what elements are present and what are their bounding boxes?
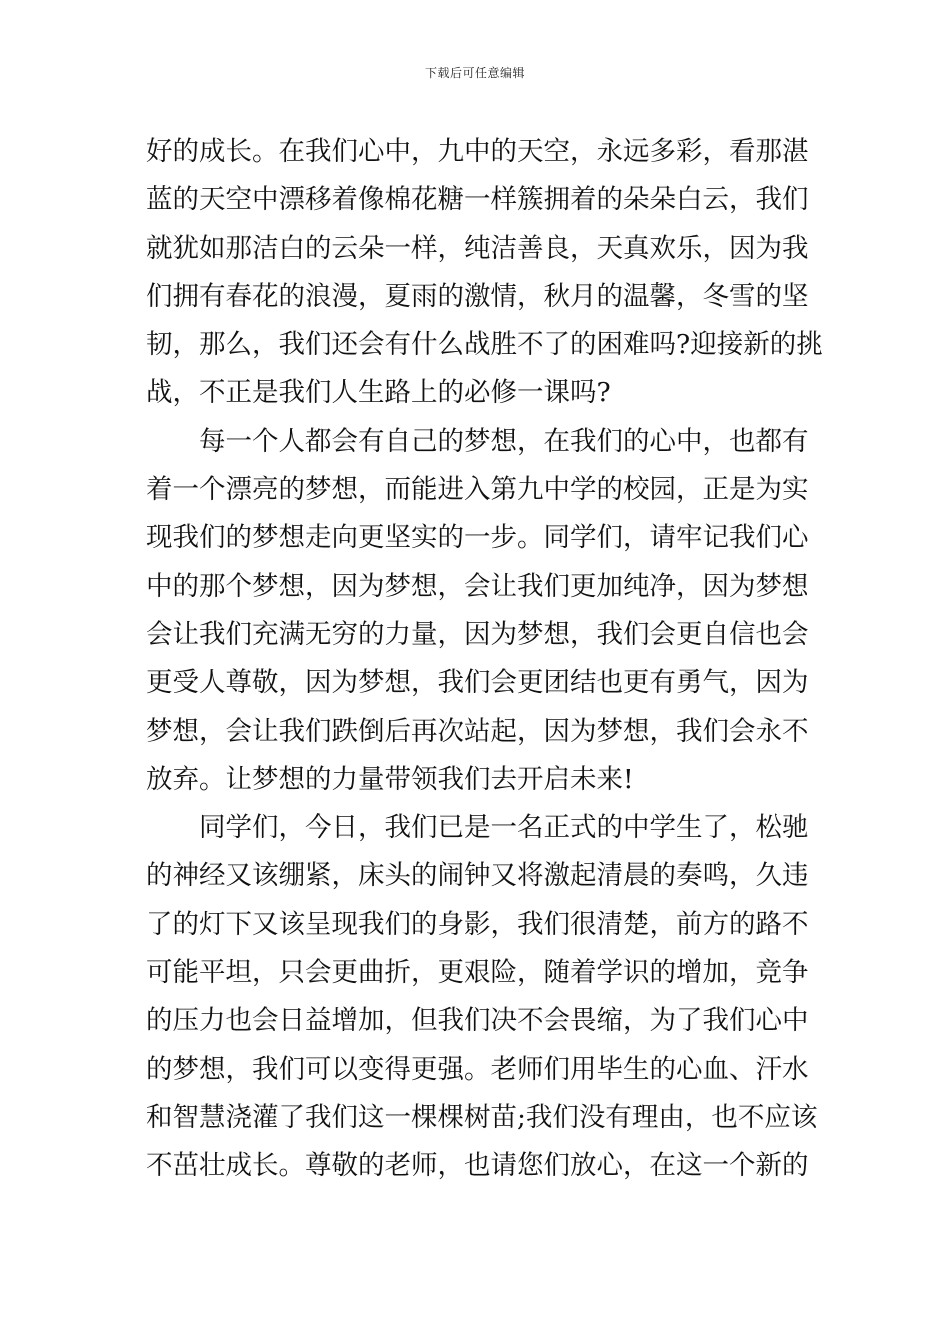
text-line: 的神经又该绷紧，床头的闹钟又将激起清晨的奏鸣，久违 [146, 860, 809, 892]
text-line: 们拥有春花的浪漫，夏雨的激情，秋月的温馨，冬雪的坚 [146, 280, 809, 312]
text-line: 可能平坦，只会更曲折，更艰险，随着学识的增加，竞争 [146, 957, 809, 989]
text-line: 就犹如那洁白的云朵一样，纯洁善良，天真欢乐，因为我 [146, 232, 809, 264]
text-line: 中的那个梦想，因为梦想，会让我们更加纯净，因为梦想 [146, 570, 809, 602]
text-line: 不茁壮成长。尊敬的老师，也请您们放心，在这一个新的 [146, 1150, 809, 1182]
text-line: 好的成长。在我们心中，九中的天空，永远多彩，看那湛 [146, 136, 809, 167]
text-line: 更受人尊敬，因为梦想，我们会更团结也更有勇气，因为 [146, 667, 809, 699]
text-line: 蓝的天空中漂移着像棉花糖一样簇拥着的朵朵白云，我们 [146, 184, 809, 216]
paragraph [146, 128, 823, 418]
document-body [146, 128, 823, 1191]
text-line: 同学们，今日，我们已是一名正式的中学生了，松驰 [199, 812, 809, 844]
text-line: 着一个漂亮的梦想，而能进入第九中学的校园，正是为实 [146, 474, 809, 506]
text-line: 现我们的梦想走向更坚实的一步。同学们，请牢记我们心 [146, 522, 809, 554]
text-line: 韧，那么，我们还会有什么战胜不了的困难吗?迎接新的挑 [146, 329, 823, 361]
text-line: 战，不正是我们人生路上的必修一课吗? [146, 377, 611, 409]
page-header: 下载后可任意编辑 [424, 66, 525, 80]
paragraph [146, 804, 818, 1190]
text-line: 和智慧浇灌了我们这一棵棵树苗;我们没有理由，也不应该 [146, 1101, 818, 1133]
paragraph [146, 418, 808, 804]
text-line: 的梦想，我们可以变得更强。老师们用毕生的心血、汗水 [146, 1053, 809, 1085]
text-line: 会让我们充满无穷的力量，因为梦想，我们会更自信也会 [146, 618, 809, 650]
text-line: 梦想，会让我们跌倒后再次站起，因为梦想，我们会永不 [146, 715, 809, 747]
text-line: 了的灯下又该呈现我们的身影，我们很清楚，前方的路不 [146, 908, 809, 940]
text-line: 每一个人都会有自己的梦想，在我们的心中，也都有 [199, 425, 809, 457]
text-line: 的压力也会日益增加，但我们决不会畏缩，为了我们心中 [146, 1005, 809, 1037]
text-line: 放弃。让梦想的力量带领我们去开启未来! [146, 763, 634, 795]
